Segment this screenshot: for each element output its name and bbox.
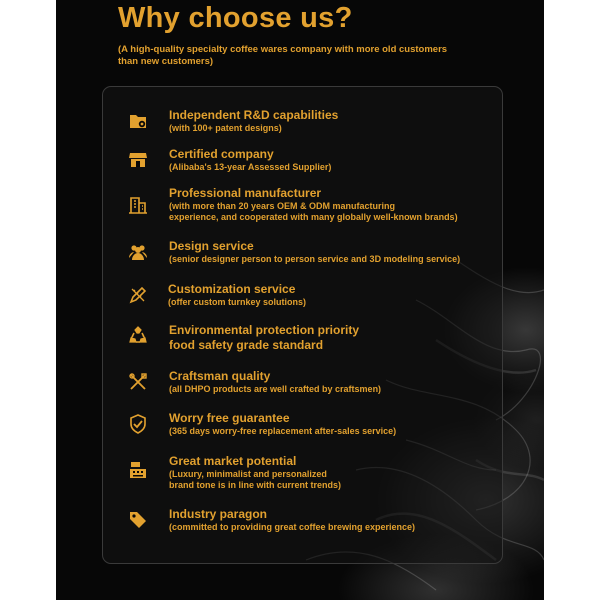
feature-title: Professional manufacturer (169, 186, 322, 200)
feature-desc: (committed to providing great coffee brewing experience) (169, 522, 416, 532)
feature-title: Great market potential (169, 454, 297, 468)
feature-title: Worry free guarantee (169, 411, 290, 425)
people-icon (127, 241, 149, 263)
feature-desc: (with more than 20 years OEM & ODM manufacturing (169, 201, 396, 211)
feature-desc: (Alibaba's 13-year Assessed Supplier) (169, 162, 332, 172)
feature-desc: (with 100+ patent designs) (169, 123, 282, 133)
cash-register-icon (127, 459, 149, 481)
tools-icon (127, 371, 149, 393)
feature-title: Certified company (169, 147, 274, 161)
feature-title: Customization service (168, 282, 296, 296)
feature-title: Craftsman quality (169, 369, 271, 383)
shield-check-icon (127, 413, 149, 435)
feature-desc: (offer custom turnkey solutions) (168, 297, 307, 307)
feature-title: Industry paragon (169, 507, 268, 521)
feature-title: Design service (169, 239, 254, 253)
folder-gear-icon (127, 110, 149, 132)
recycle-icon (127, 325, 149, 347)
subtitle-line-1: (A high-quality specialty coffee wares company with more old customers (118, 44, 448, 55)
feature-title: Environmental protection priority (169, 323, 360, 337)
storefront-icon (127, 149, 149, 171)
tag-icon (127, 509, 149, 531)
feature-title-line-2: food safety grade standard (169, 338, 324, 352)
features-card (102, 86, 503, 564)
feature-desc: (Luxury, minimalist and personalized (169, 469, 327, 479)
pencil-ruler-icon (127, 284, 149, 306)
feature-desc: (365 days worry-free replacement after-sales service) (169, 426, 397, 436)
page-subtitle (118, 44, 518, 68)
subtitle-line-2: than new customers) (118, 56, 214, 67)
building-icon (127, 194, 149, 216)
feature-desc: (senior designer person to person service and 3D modeling service) (169, 254, 461, 264)
feature-desc: brand tone is in line with current trends) (169, 480, 342, 490)
feature-desc: (all DHPO products are well crafted by craftsmen) (169, 384, 382, 394)
page-title: Why choose us? (118, 2, 353, 34)
background-panel (56, 0, 544, 600)
feature-title: Independent R&D capabilities (169, 108, 339, 122)
feature-desc: experience, and cooperated with many globally well-known brands) (169, 212, 458, 222)
